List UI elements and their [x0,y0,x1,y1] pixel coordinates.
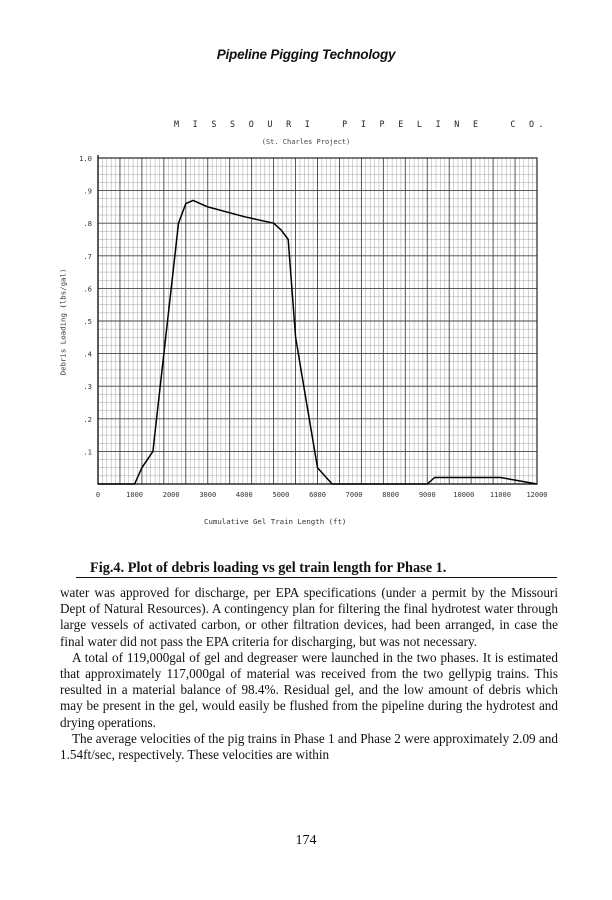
page-number: 174 [295,833,317,848]
x-tick-label: 3000 [199,491,217,499]
y-axis-label: Debris Loading (lbs/gal) [58,268,68,376]
y-tick-label: .3 [83,382,92,392]
x-tick-label: 5000 [272,491,290,499]
y-tick-label: .2 [83,414,92,424]
body-paragraph: The average velocities of the pig trains in Phase 1 and Phase 2 were approximately 2.09 and 1.54ft/sec, respectively. These velocities are within [60,730,558,763]
y-tick-label: .5 [83,317,92,326]
x-axis-label: Cumulative Gel Train Length (ft) [204,517,347,526]
x-tick-label: 6000 [309,491,326,499]
body-paragraph: A total of 119,000gal of gel and degreaser were launched in the two phases. It is estimated that approximately 117,000gal of material was received from the two gellypig trains. This resulted in a material balance of 98.4%. Residual gel, and the low amount of debris which may be present in the gel, would easily be flushed from the pipeline during the hydrotest and drying operations. [60,649,558,730]
y-tick-label: .1 [83,447,92,457]
x-tick-label: 12000 [526,491,548,499]
y-tick-label: .7 [83,251,92,261]
chart-grid-major [98,158,537,484]
caption-divider [76,577,557,578]
x-tick-label: 9000 [418,491,436,499]
chart-title: M I S S O U R I P I P E L I N E C O. [174,119,548,129]
figure-caption: Fig.4. Plot of debris loading vs gel train length for Phase 1. [90,560,447,576]
y-tick-label: 1.0 [79,154,92,163]
x-tick-label: 4000 [235,491,253,499]
y-tick-label: .6 [83,284,92,294]
x-tick-label: 11000 [489,491,511,499]
x-tick-label: 1000 [126,491,144,499]
body-text [60,585,558,763]
x-tick-label: 0 [95,491,101,499]
y-tick-label: .8 [83,219,92,229]
body-paragraph: water was approved for discharge, per EPA specifications (under a permit by the Missouri Dept of Natural Resources). A contingency plan for filtering the final hydrotest water through large vessels of activated carbon, or other filtration devices, had been arranged, in case the final water did not pass the EPA criteria for discharging, but was not necessary. [60,585,558,649]
running-header: Pipeline Pigging Technology [216,47,396,62]
y-tick-label: .4 [83,349,92,359]
x-tick-label: 8000 [382,491,400,499]
chart-subtitle: (St. Charles Project) [261,138,351,146]
y-tick-label: .9 [83,186,92,196]
x-tick-label: 10000 [453,491,475,499]
x-tick-label: 7000 [345,491,363,499]
x-tick-label: 2000 [162,491,180,499]
